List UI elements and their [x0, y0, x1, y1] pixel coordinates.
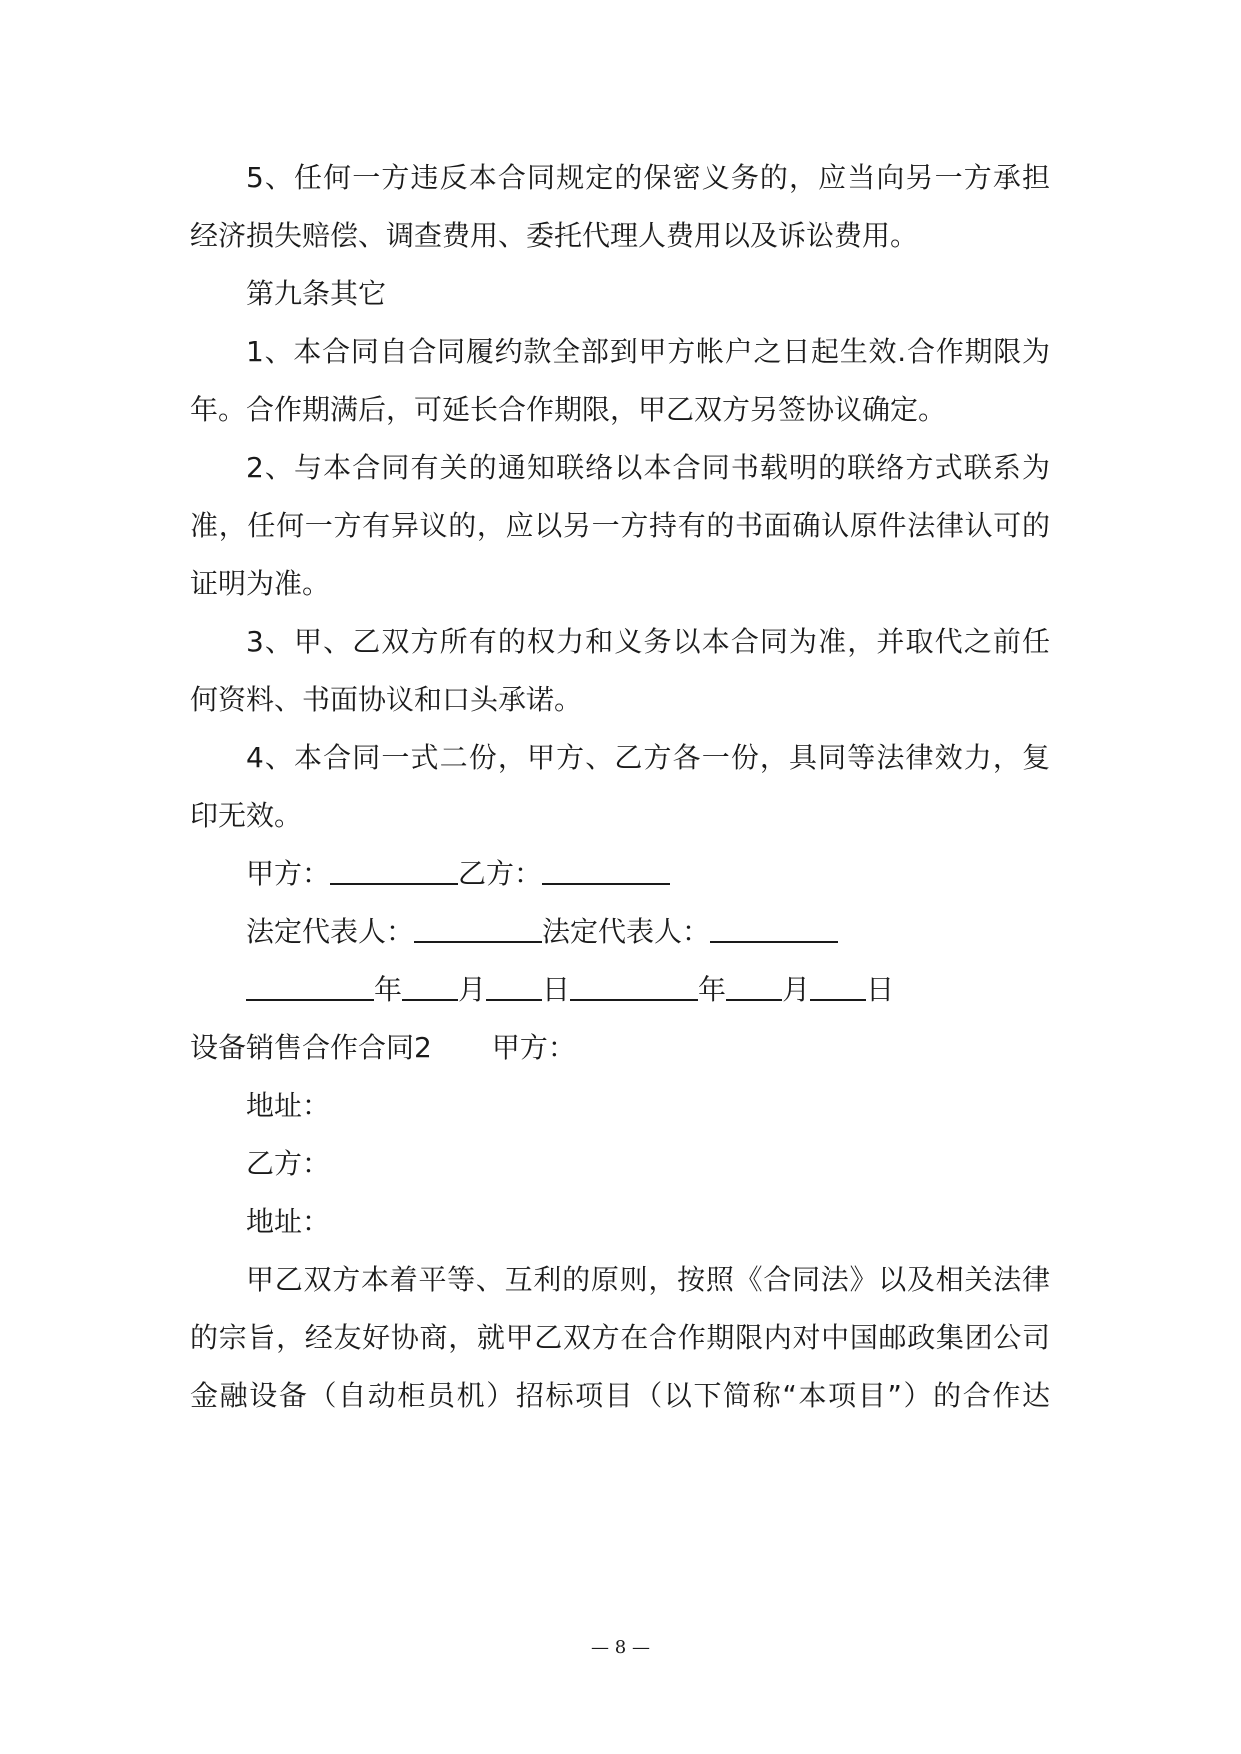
- month-blank: [726, 973, 782, 1001]
- address-b-label: 地址：: [246, 1205, 331, 1238]
- paragraph-line: 准，任何一方有异议的，应以另一方持有的书面确认原件法律认可的: [190, 509, 1050, 542]
- rep-b-label: 法定代表人：: [542, 915, 711, 948]
- paragraph-line: 5、任何一方违反本合同规定的保密义务的，应当向另一方承担: [246, 161, 1050, 194]
- party-a-blank: [330, 857, 458, 885]
- party-b-blank: [542, 857, 670, 885]
- party-b-label: 乙方：: [246, 1147, 331, 1180]
- paragraph-line: 3、甲、乙双方所有的权力和义务以本合同为准，并取代之前任: [246, 625, 1050, 658]
- year-blank: [246, 973, 374, 1001]
- signature-parties-line: [246, 854, 1106, 894]
- paragraph-line: 的宗旨，经友好协商，就甲乙双方在合作期限内对中国邮政集团公司: [190, 1321, 1050, 1354]
- month-label: 月: [782, 973, 811, 1006]
- paragraph-line: 金融设备（自动柜员机）招标项目（以下简称“本项目”）的合作达: [190, 1379, 1050, 1412]
- day-label: 日: [542, 973, 571, 1006]
- signature-representatives-line: [246, 912, 1106, 952]
- rep-a-blank: [414, 915, 542, 943]
- paragraph-line: 年。合作期满后，可延长合作期限，甲乙双方另签协议确定。: [190, 393, 947, 426]
- day-label: 日: [866, 973, 895, 1006]
- paragraph-line: 印无效。: [190, 799, 303, 832]
- year-blank: [570, 973, 698, 1001]
- day-blank: [810, 973, 866, 1001]
- paragraph-line: 1、本合同自合同履约款全部到甲方帐户之日起生效.合作期限为: [246, 335, 1050, 368]
- party-a-label: 甲方：: [246, 857, 331, 890]
- page-number: — 8 —: [591, 1637, 650, 1658]
- paragraph-line: 何资料、书面协议和口头承诺。: [190, 683, 583, 716]
- paragraph-line: 2、与本合同有关的通知联络以本合同书载明的联络方式联系为: [246, 451, 1050, 484]
- rep-a-label: 法定代表人：: [246, 915, 415, 948]
- paragraph-line: 经济损失赔偿、调查费用、委托代理人费用以及诉讼费用。: [190, 219, 919, 252]
- month-blank: [402, 973, 458, 1001]
- paragraph-line: 证明为准。: [190, 567, 331, 600]
- signature-dates-line: [246, 970, 1106, 1010]
- year-label: 年: [374, 973, 403, 1006]
- paragraph-line: 甲乙双方本着平等、互利的原则，按照《合同法》以及相关法律: [246, 1263, 1050, 1296]
- contract-title: 设备销售合作合同2: [190, 1031, 432, 1064]
- party-a-label: 甲方：: [491, 1031, 576, 1064]
- rep-b-blank: [710, 915, 838, 943]
- day-blank: [486, 973, 542, 1001]
- month-label: 月: [458, 973, 487, 1006]
- address-a-label: 地址：: [246, 1089, 331, 1122]
- section-heading: 第九条其它: [246, 277, 387, 310]
- paragraph-line: 4、本合同一式二份，甲方、乙方各一份，具同等法律效力，复: [246, 741, 1050, 774]
- year-label: 年: [698, 973, 727, 1006]
- contract2-title-line: [190, 1028, 1050, 1068]
- party-b-label: 乙方：: [458, 857, 543, 890]
